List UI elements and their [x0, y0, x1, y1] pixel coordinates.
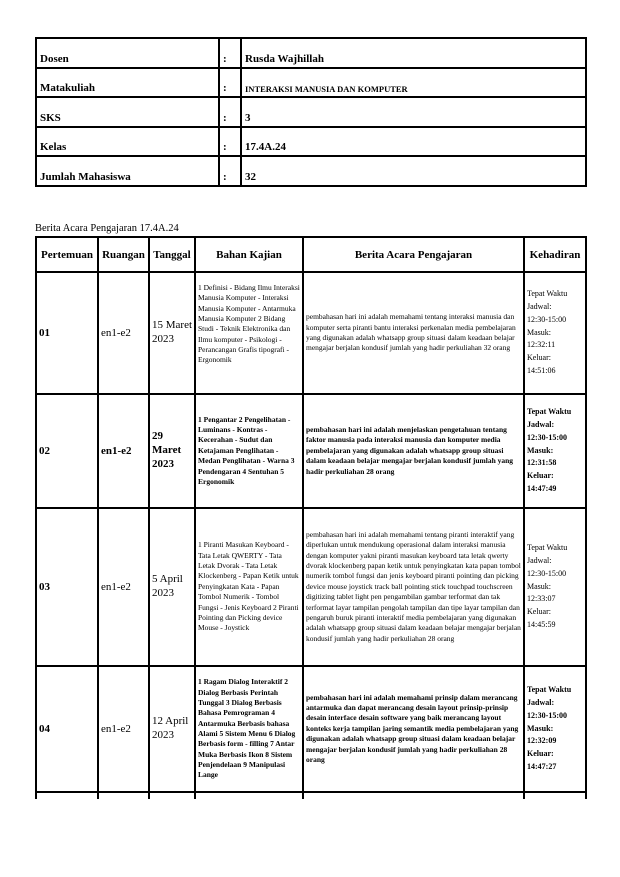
cell-ruangan: en1-e2 — [98, 666, 149, 792]
table-header-row — [36, 237, 586, 272]
info-row-matakuliah — [36, 68, 586, 98]
header-ruangan: Ruangan — [98, 237, 149, 272]
cell-tanggal: 5 April 2023 — [149, 508, 195, 666]
cell-tanggal: 15 Maret 2023 — [149, 272, 195, 394]
checkin-value: 12:32:11 — [527, 340, 556, 350]
cell-tanggal: 29 Maret 2023 — [149, 394, 195, 508]
cell-kehadiran — [524, 394, 586, 508]
info-row-kelas — [36, 127, 586, 157]
schedule-value: 12:30-15:00 — [527, 710, 567, 720]
cell-bahan: 1 Piranti Masukan Keyboard - Tata Letak QWERTY - Tata Letak Dvorak - Tata Letak Klockenberg - Papan Ketik untuk Penyingkatan Kata - Papan Tombol Numerik - Tombol Fungsi - Jenis Keyboard 2 Piranti Pointing dan Picking device Mouse - Joystick — [195, 508, 303, 666]
schedule-label: Jadwal: — [527, 698, 555, 707]
table-caption: Berita Acara Pengajaran 17.4A.24 — [35, 223, 179, 234]
cell-pertemuan: 04 — [36, 666, 98, 792]
cell-pertemuan: 03 — [36, 508, 98, 666]
cell-berita: pembahasan hari ini adalah memahami prinsip dalam merancang antarmuka dan dapat merancang desain layout prinsip-prinsip desain interface desain software yang baik merancang layout konteks kerja tampilan jaring semantik media pembelajaran yang digunakan adalah whatsapp group situasi dalam keadaan belajar mengajar berjalan kondusif jumlah yang hadir perkuliahan 28 orang — [303, 666, 524, 792]
cell-ruangan: en1-e2 — [98, 272, 149, 394]
info-separator: : — [219, 68, 241, 98]
cell-kehadiran — [524, 666, 586, 792]
checkout-label: Keluar: — [527, 353, 551, 363]
checkin-label: Masuk: — [527, 327, 551, 337]
checkout-label: Keluar: — [527, 471, 554, 481]
header-pertemuan: Pertemuan — [36, 237, 98, 272]
table-row-continued — [36, 792, 586, 799]
checkout-label: Keluar: — [527, 749, 554, 759]
cell-tanggal: 12 April 2023 — [149, 666, 195, 792]
table-row — [36, 508, 586, 666]
cell-bahan: 1 Pengantar 2 Pengelihatan - Luminans - Kontras - Kecerahan - Sudut dan Ketajaman Penglihatan - Medan Penglihatan - Warna 3 Pendengaran 4 Sentuhan 5 Ergonomik — [195, 394, 303, 508]
checkin-value: 12:31:58 — [527, 458, 557, 468]
checkin-label: Masuk: — [527, 723, 554, 733]
cell-pertemuan: 02 — [36, 394, 98, 508]
cell-berita: pembahasan hari ini adalah menjelaskan pengetahuan tentang faktor manusia pada interaksi manusia dan komputer media pembelajaran yang digunakan adalah whatsapp group situasi dalam keadaan belajar mengajar berjalan kondusif jumlah yang hadir perkuliahan 28 orang — [303, 394, 524, 508]
checkout-value: 14:47:49 — [527, 483, 557, 493]
info-separator: : — [219, 38, 241, 68]
info-separator: : — [219, 97, 241, 127]
cell-berita: pembahasan hari ini adalah memahami tentang piranti interaktif yang diperlukan untuk mendukung operasional dalam interaksi manusia dengan komputer yakni piranti masukan keyboard tata letak qwerty dvorak klockenberg papan ketik untuk penyingkatan kata papan tombol numerik tombol fungsi dan jenis keyboard piranti pointing dan picking device mouse joystick track ball pointing stick touchpad touchscreen digitizing tablet light pen pengambilan gambar terformat dan tak terformat layar tampilan pengolah tampilan dan tipe layar tampilan dan pengaruh buruk piranti interaktif media pembelajaran yang digunakan adalah whatsapp group situasi dalam keadaan belajar mengajar berjalan kondusif jumlah yang hadir perkuliahan 28 orang — [303, 508, 524, 666]
info-label: Kelas — [36, 127, 219, 157]
cell-berita: pembahasan hari ini adalah memahami tentang interaksi manusia dan komputer serta piranti bantu interaksi perkenalan media pembelajaran yang digunakan adalah whatsapp group situasi dalam keadaan belajar mengajar berjalan kondusif jumlah yang hadir perkuliahan 32 orang — [303, 272, 524, 394]
header-tanggal: Tanggal — [149, 237, 195, 272]
table-row — [36, 272, 586, 394]
schedule-label: Jadwal: — [527, 556, 552, 565]
info-value: 32 — [241, 156, 586, 186]
table-row — [36, 394, 586, 508]
schedule-value: 12:30-15:00 — [527, 568, 567, 578]
cell-bahan: 1 Definisi - Bidang Ilmu Interaksi Manusia Komputer - Interaksi Manusia Komputer - Antarmuka Manusia Komputer 2 Bidang Studi - Teknik Elektronika dan Ilmu komputer - Psikologi - Perancangan Grafis tipografi - Ergonomik — [195, 272, 303, 394]
header-kehadiran: Kehadiran — [524, 237, 586, 272]
checkout-label: Keluar: — [527, 607, 551, 617]
info-value: INTERAKSI MANUSIA DAN KOMPUTER — [241, 68, 586, 98]
table-row — [36, 666, 586, 792]
info-separator: : — [219, 127, 241, 157]
meeting-table — [35, 236, 587, 799]
info-label: Jumlah Mahasiswa — [36, 156, 219, 186]
header-bahan: Bahan Kajian — [195, 237, 303, 272]
info-label: Dosen — [36, 38, 219, 68]
info-value: 17.4A.24 — [241, 127, 586, 157]
info-value: Rusda Wajhillah — [241, 38, 586, 68]
schedule-value: 12:30-15:00 — [527, 432, 567, 442]
info-row-sks — [36, 97, 586, 127]
info-row-jumlah — [36, 156, 586, 186]
cell-ruangan: en1-e2 — [98, 508, 149, 666]
checkout-value: 14:51:06 — [527, 365, 556, 375]
info-label: Matakuliah — [36, 68, 219, 98]
cell-kehadiran — [524, 508, 586, 666]
attendance-status: Tepat Waktu — [527, 289, 568, 299]
attendance-status: Tepat Waktu — [527, 685, 572, 695]
cell-pertemuan: 01 — [36, 272, 98, 394]
checkout-value: 14:45:59 — [527, 619, 556, 629]
checkin-value: 12:32:09 — [527, 736, 557, 746]
cell-ruangan: en1-e2 — [98, 394, 149, 508]
checkin-label: Masuk: — [527, 445, 554, 455]
schedule-value: 12:30-15:00 — [527, 314, 567, 324]
checkin-label: Masuk: — [527, 581, 551, 591]
info-value: 3 — [241, 97, 586, 127]
checkin-value: 12:33:07 — [527, 594, 556, 604]
info-label: SKS — [36, 97, 219, 127]
schedule-label: Jadwal: — [527, 302, 552, 311]
schedule-label: Jadwal: — [527, 420, 555, 429]
header-berita: Berita Acara Pengajaran — [303, 237, 524, 272]
checkout-value: 14:47:27 — [527, 761, 557, 771]
cell-bahan: 1 Ragam Dialog Interaktif 2 Dialog Berbasis Perintah Tunggal 3 Dialog Berbasis Bahasa Pemrograman 4 Antarmuka Berbasis bahasa Alami 5 Sistem Menu 6 Dialog Berbasis form - filling 7 Antar Muka Berbasis Ikon 8 Sistem Penjendelaan 9 Manipulasi Lange — [195, 666, 303, 792]
attendance-status: Tepat Waktu — [527, 407, 572, 417]
info-separator: : — [219, 156, 241, 186]
cell-kehadiran — [524, 272, 586, 394]
course-info-table — [35, 37, 587, 187]
info-row-dosen — [36, 38, 586, 68]
attendance-status: Tepat Waktu — [527, 543, 568, 553]
